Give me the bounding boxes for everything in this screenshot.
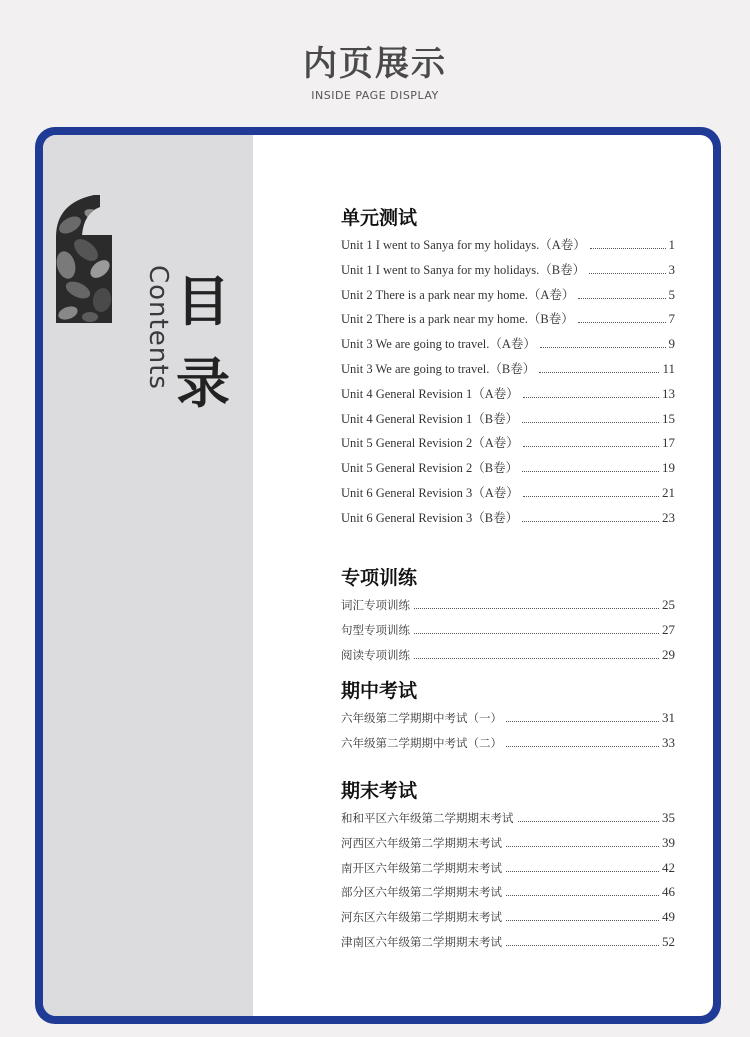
- toc-entry[interactable]: [341, 258, 675, 278]
- toc-entry-page: 39: [662, 834, 675, 850]
- toc-entry[interactable]: [341, 806, 675, 826]
- toc-entry-title: Unit 6 General Revision 3（A卷）: [341, 486, 519, 500]
- dot-leader: [578, 322, 666, 323]
- dot-leader: [506, 746, 659, 747]
- toc-entry-page: 7: [668, 311, 675, 327]
- toc-entry-page: 27: [662, 621, 675, 637]
- toc-entry-title: Unit 1 I went to Sanya for my holidays.（A卷）: [341, 238, 586, 252]
- toc-entry-page: 25: [662, 597, 675, 612]
- toc-entry[interactable]: [341, 307, 675, 327]
- leaf-quote-mark-icon: [56, 195, 112, 323]
- toc-entry-title: Unit 3 We are going to travel.（B卷）: [341, 362, 536, 376]
- dot-leader: [522, 471, 659, 472]
- toc-entry-page: 5: [668, 286, 675, 302]
- toc-entry-page: 13: [662, 385, 675, 401]
- dot-leader: [506, 721, 659, 722]
- dot-leader: [414, 658, 659, 659]
- dot-leader: [523, 397, 659, 398]
- toc-entry-page: 9: [668, 336, 675, 352]
- dot-leader: [506, 945, 659, 946]
- dot-leader: [518, 821, 660, 822]
- toc-entry[interactable]: [341, 481, 675, 501]
- toc-entry[interactable]: [341, 856, 675, 876]
- toc-entry[interactable]: [341, 382, 675, 402]
- section-title: 期中考试: [341, 680, 418, 702]
- toc-entry-title: Unit 2 There is a park near my home.（A卷）: [341, 287, 575, 302]
- toc-entry-page: 52: [662, 934, 675, 949]
- toc-entry-page: 17: [662, 435, 675, 451]
- dot-leader: [506, 846, 659, 847]
- toc-entry[interactable]: [341, 357, 675, 377]
- toc-entry-title: 六年级第二学期期中考试（二）: [341, 735, 502, 750]
- page-subtitle: INSIDE PAGE DISPLAY: [311, 89, 439, 102]
- toc-entry-title: 南开区六年级第二学期期末考试: [341, 860, 502, 875]
- toc-entry[interactable]: [341, 731, 675, 751]
- toc-heading-char-1: 目: [176, 270, 230, 333]
- toc-page: [43, 135, 713, 1016]
- toc-entry-title: Unit 2 There is a park near my home.（B卷）: [341, 312, 574, 327]
- dot-leader: [506, 871, 659, 872]
- toc-entry[interactable]: [341, 593, 675, 613]
- toc-heading-char-2: 录: [176, 352, 230, 415]
- toc-entry-page: 21: [662, 485, 675, 500]
- toc-entry-title: 河西区六年级第二学期期末考试: [341, 835, 502, 850]
- toc-entry[interactable]: [341, 831, 675, 851]
- dot-leader: [506, 895, 659, 896]
- toc-entry-title: 句型专项训练: [341, 622, 410, 637]
- toc-entry[interactable]: [341, 905, 675, 925]
- toc-entry[interactable]: [341, 407, 675, 427]
- toc-entry[interactable]: [341, 643, 675, 663]
- toc-entry[interactable]: [341, 506, 675, 526]
- dot-leader: [506, 920, 659, 921]
- dot-leader: [523, 496, 659, 497]
- toc-entry-title: Unit 4 General Revision 1（B卷）: [341, 411, 519, 426]
- dot-leader: [589, 273, 665, 274]
- dot-leader: [414, 608, 659, 609]
- toc-entry-page: 35: [662, 810, 675, 825]
- section-title: 单元测试: [341, 207, 418, 229]
- dot-leader: [590, 248, 666, 249]
- toc-entry-page: 11: [662, 361, 675, 376]
- toc-entry-title: Unit 5 General Revision 2（B卷）: [341, 461, 519, 476]
- toc-entry-page: 1: [668, 237, 675, 252]
- toc-entry-title: 词汇专项训练: [341, 598, 410, 612]
- dot-leader: [522, 422, 659, 423]
- toc-entry-page: 33: [662, 734, 675, 750]
- toc-entry[interactable]: [341, 618, 675, 638]
- toc-entry-title: 阅读专项训练: [341, 647, 410, 662]
- toc-entry[interactable]: [341, 332, 675, 352]
- toc-entry-page: 46: [662, 884, 675, 900]
- toc-entry[interactable]: [341, 706, 675, 726]
- dot-leader: [540, 347, 666, 348]
- toc-entry-title: 河东区六年级第二学期期末考试: [341, 910, 502, 925]
- toc-entry-title: Unit 1 I went to Sanya for my holidays.（B卷）: [341, 262, 586, 277]
- toc-entry-page: 15: [662, 410, 675, 426]
- toc-entry-page: 3: [668, 261, 675, 277]
- toc-entry-title: Unit 3 We are going to travel.（A卷）: [341, 337, 536, 352]
- toc-entry-title: Unit 5 General Revision 2（A卷）: [341, 436, 519, 451]
- toc-entry-title: 部分区六年级第二学期期末考试: [341, 885, 502, 900]
- toc-entry[interactable]: [341, 930, 675, 950]
- toc-entry-title: 津南区六年级第二学期期末考试: [341, 935, 502, 949]
- toc-entry[interactable]: [341, 283, 675, 303]
- section-title: 期末考试: [341, 780, 418, 802]
- dot-leader: [522, 521, 659, 522]
- toc-entry-title: Unit 6 General Revision 3（B卷）: [341, 510, 519, 525]
- toc-entry[interactable]: [341, 456, 675, 476]
- toc-entry-page: 42: [662, 859, 675, 875]
- toc-entry-page: 23: [662, 509, 675, 525]
- dot-leader: [523, 446, 659, 447]
- toc-entry-page: 29: [662, 646, 675, 662]
- section-title: 专项训练: [341, 567, 418, 589]
- page-title: 内页展示: [303, 44, 447, 84]
- toc-entry[interactable]: [341, 233, 675, 253]
- toc-entry-title: 和和平区六年级第二学期期末考试: [341, 811, 514, 825]
- toc-entry[interactable]: [341, 880, 675, 900]
- toc-entry-page: 49: [662, 909, 675, 925]
- toc-entry-page: 19: [662, 460, 675, 476]
- dot-leader: [578, 298, 665, 299]
- toc-entry-title: Unit 4 General Revision 1（A卷）: [341, 386, 519, 401]
- toc-sidebar: [43, 135, 253, 1016]
- toc-entry[interactable]: [341, 431, 675, 451]
- dot-leader: [414, 633, 659, 634]
- toc-entry-page: 31: [662, 710, 675, 725]
- toc-entry-title: 六年级第二学期期中考试（一）: [341, 711, 502, 725]
- dot-leader: [539, 372, 659, 373]
- contents-label: Contents: [143, 265, 173, 390]
